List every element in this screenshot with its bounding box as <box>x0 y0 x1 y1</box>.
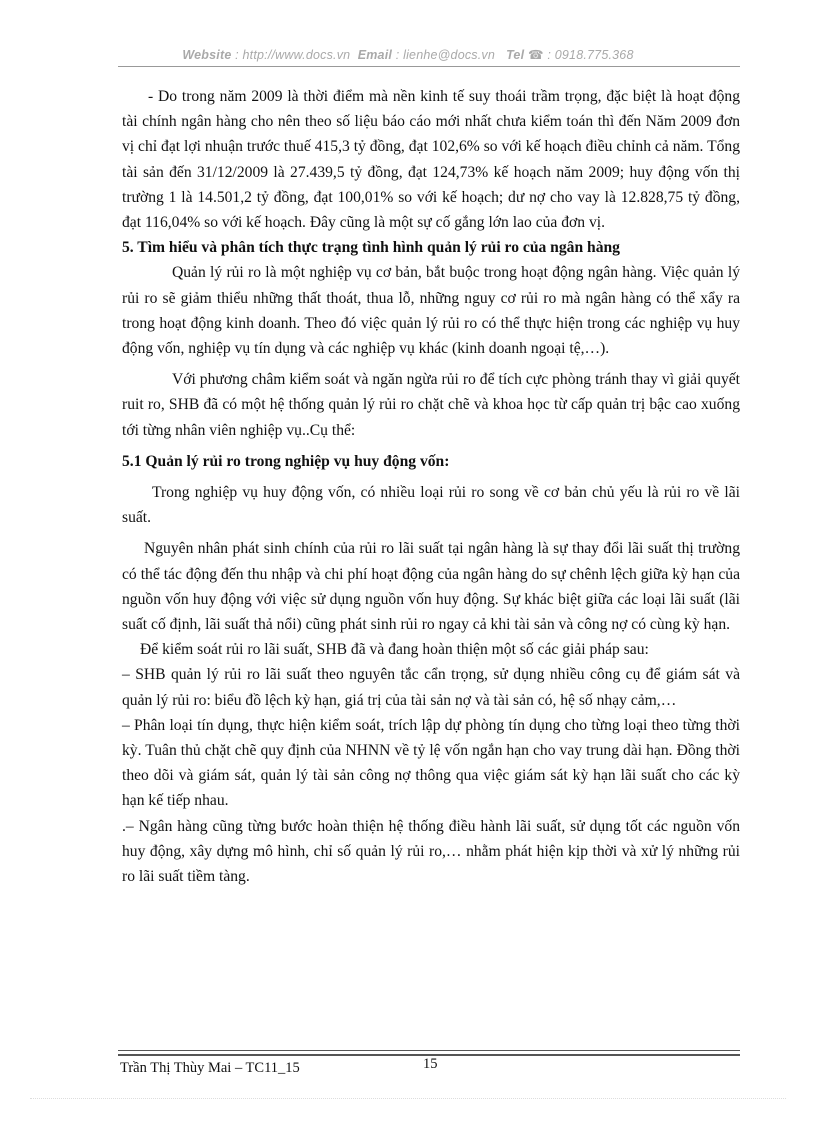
paragraph-risk-approach: Với phương châm kiểm soát và ngăn ngừa rủi ro để tích cực phòng tránh thay vì giải quyết ruit ro, SHB đã có một hệ thống quản lý rủi ro chặt chẽ và khoa học từ cấp quản trị bậc cao xuống tới từng nhân viên nghiệp vụ..Cụ thể: <box>122 371 740 439</box>
paragraph-solution-3: .– Ngân hàng cũng từng bước hoàn thiện hệ thống điều hành lãi suất, sử dụng tốt các nguồn vốn huy động, xây dựng mô hình, chỉ số quản lý rủi ro,… nhằm phát hiện kịp thời và xử lý những rủi ro lãi suất tiềm tàng. <box>122 817 740 886</box>
website-label: Website <box>182 48 232 62</box>
footer-author: Trần Thị Thùy Mai – TC11_15 <box>120 1060 300 1076</box>
document-body <box>122 84 740 889</box>
paragraph-profit-summary: - Do trong năm 2009 là thời điểm mà nền kinh tế suy thoái trầm trọng, đặc biệt là hoạt động tài chính ngân hàng cho nên theo số liệu báo cáo mới nhất chưa kiểm toán thì đến Năm 2009 đơn vị chỉ đạt lợi nhuận trước thuế 415,3 tỷ đồng, đạt 102,6% so với kế hoạch điều chỉnh cả năm. Tổng tài sản đến 31/12/2009 là 27.439,5 tỷ đồng, đạt 124,73% kế hoạch năm 2009; huy động vốn thị trường 1 là 14.501,2 tỷ đồng, đạt 100,01% so với kế hoạch; dư nợ cho vay là 12.828,75 tỷ đồng, đạt 116,04% so với kế hoạch. Đây cũng là một sự cố gắng lớn lao của đơn vị. <box>122 88 740 232</box>
page-header <box>0 47 816 62</box>
footer-divider-thin <box>118 1050 740 1051</box>
email-address[interactable]: : lienhe@docs.vn <box>395 48 496 62</box>
tel-number: ☎ : 0918.775.368 <box>527 48 634 62</box>
header-divider <box>118 66 740 67</box>
paragraph-solution-1: – SHB quản lý rủi ro lãi suất theo nguyên tắc cẩn trọng, sử dụng nhiều công cụ để giám sát và quản lý rủi ro: biểu đồ lệch kỳ hạn, giá trị của tài sản nợ và tài sản có, hệ số nhạy cảm,… <box>122 666 740 709</box>
section-heading-5: 5. Tìm hiểu và phân tích thực trạng tình hình quản lý rủi ro của ngân hàng <box>122 239 620 257</box>
paragraph-solutions-intro: Để kiểm soát rủi ro lãi suất, SHB đã và đang hoàn thiện một số các giải pháp sau: <box>140 641 649 659</box>
page-bottom-border <box>30 1098 786 1099</box>
page-number: 15 <box>423 1056 438 1072</box>
email-label: Email <box>357 48 393 62</box>
paragraph-risk-intro: Quản lý rủi ro là một nghiệp vụ cơ bản, bắt buộc trong hoạt động ngân hàng. Việc quản lý rủi ro sẽ giảm thiểu những thất thoát, thua lỗ, những nguy cơ rủi ro mà ngân hàng có thể xẩy ra trong hoạt động kinh doanh. Theo đó việc quản lý rủi ro có thể thực hiện trong các nghiệp vụ huy động vốn, nghiệp vụ tín dụng và các nghiệp vụ khác (kinh doanh ngoại tệ,…). <box>122 264 740 358</box>
paragraph-capital-risk: Trong nghiệp vụ huy động vốn, có nhiều loại rủi ro song về cơ bản chủ yếu là rủi ro về lãi suất. <box>122 484 740 527</box>
paragraph-solution-2: – Phân loại tín dụng, thực hiện kiểm soát, trích lập dự phòng tín dụng cho từng loại theo từng thời kỳ. Tuân thủ chặt chẽ quy định của NHNN về tỷ lệ vốn ngắn hạn cho vay trung dài hạn. Đồng thời theo dõi và giám sát, quản lý tài sản công nợ thông qua việc giám sát kỳ hạn lãi suất cho các kỳ hạn kế tiếp nhau. <box>122 716 740 810</box>
paragraph-interest-cause: Nguyên nhân phát sinh chính của rủi ro lãi suất tại ngân hàng là sự thay đổi lãi suất thị trường có thể tác động đến thu nhập và chi phí hoạt động của ngân hàng do sự chênh lệch giữa kỳ hạn của nguồn vốn huy động với việc sử dụng nguồn vốn huy động. Sự khác biệt giữa các loại lãi suất (lãi suất cố định, lãi suất thả nổi) cũng phát sinh rủi ro ngay cả khi tài sản và công nợ có cùng kỳ hạn. <box>122 540 740 634</box>
website-url[interactable]: : http://www.docs.vn <box>235 48 351 62</box>
section-heading-5-1: 5.1 Quản lý rủi ro trong nghiệp vụ huy động vốn: <box>122 452 450 470</box>
tel-label: Tel <box>506 48 525 62</box>
